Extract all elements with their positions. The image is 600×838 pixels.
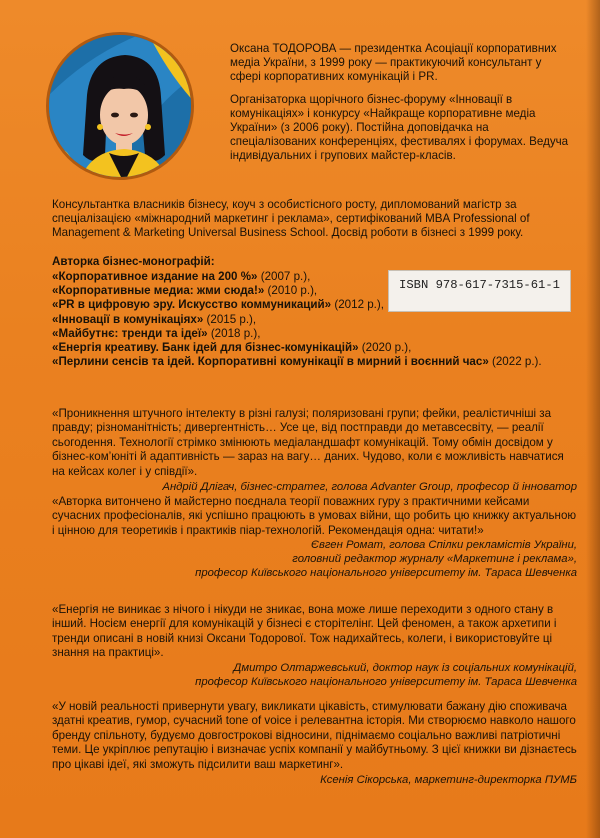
quote-text: «Проникнення штучного інтелекту в різні галузі; поляризовані групи; фейки, реалістичніші за правду; різноманітність; дивергентність… Усе це, від постправди до метавсесвіту, — реалії сьогодення. Технології стрімко змінюють медіаландшафт комунікацій. Тому обмін досвідом у бізнес-ком’юніті й адаптивність — зараз на вагу… даних. Чудово, коли є можливість навчатися на кейсах колег і у співдії». xyxy=(52,407,564,478)
bio-paragraph-2: Організаторка щорічного бізнес-форуму «Інновації в комунікаціях» і конкурсу «Найкраще корпоративне медіа України» (з 2006 року). Постійна доповідачка на спеціалізованих конференціях, фестивалях і форумах. Ведуча індивідуальних і групових майстер-класів. xyxy=(230,92,569,163)
review-quote-4 xyxy=(52,700,577,787)
list-item: «Інновації в комунікаціях» (2015 р.), xyxy=(52,312,257,326)
quote-attribution: головний редактор журналу «Маркетинг і реклама», xyxy=(292,553,577,566)
author-bio xyxy=(230,42,575,172)
quote-text: «Авторка витончено й майстерно поєднала теорії поважних гуру з практичними кейсами сучасних професіоналів, які успішно працюють в умовах війни, що робить цю книжку актуальною і цінною для теоретиків і практиків піар-технологій. Рекомендація одна: читати!» xyxy=(52,495,577,537)
isbn-label: ISBN 978-617-7315-61-1 xyxy=(388,270,571,312)
review-quote-1 xyxy=(52,407,577,494)
spine-shadow xyxy=(586,0,600,838)
list-item: «Енергія креативу. Банк ідей для бізнес-комунікацій» (2020 р.), xyxy=(52,341,412,355)
quote-attribution: професор Київського національного університету ім. Тараса Шевченка xyxy=(195,675,577,688)
review-quote-2 xyxy=(52,495,577,580)
quote-attribution: Андрій Длігач, бізнес-стратег, голова Advanter Group, професор й інноватор xyxy=(162,481,577,494)
list-item: «Корпоративное издание на 200 %» (2007 р.), xyxy=(52,270,311,283)
quote-text: «Енергія не виникає з нічого і нікуди не зникає, вона може лише переходити з одного стану в інший. Носієм енергії для комунікацій у бізнесі є сторітелінг. Цей феномен, а також архетипи і тренди описані в новій книзі Оксани Тодорової. Тож надихайтесь, колеги, і використовуйте ці знання на практиці». xyxy=(52,603,557,660)
list-item: «Майбутнє: тренди та ідеї» (2018 р.), xyxy=(52,326,261,340)
quote-text: «У новій реальності привернути увагу, викликати цікавість, стимулювати бажану дію споживача здатні креатив, гумор, сучасний tone of voice і релевантна історія. Ми створюємо навколо нашого бренду спільноту, будуємо довгострокові відносини, піднімаємо соціально важливі патріотичні теми. Це укріплює репутацію і визначає успіх компанії у майбутньому. З цієї книжки ви дізнаєтесь про цікаві ідеї, які зможуть підсилити ваш маркетинг». xyxy=(52,700,577,771)
bio-paragraph-1: Оксана ТОДОРОВА — президентка Асоціації корпоративних медіа України, з 1999 року — практикуючий консультант у сфері корпоративних комунікацій і PR. xyxy=(230,42,557,84)
bio-paragraph-3: Консультантка власників бізнесу, коуч з особистісного росту, дипломований магістр за спеціалізацією «міжнародний маркетинг і реклама», сертифікований MBA Professional of Management & Marketing Universal Business School. Досвід роботи в бізнесі з 1999 року. xyxy=(52,198,530,240)
list-item: «Перлини сенсів та ідей. Корпоративні комунікації в мирний і воєнний час» (2022 р.). xyxy=(52,355,542,369)
monographs-heading: Авторка бізнес-монографій: xyxy=(52,255,215,268)
review-quote-3 xyxy=(52,603,577,689)
list-item: «PR в цифровую эру. Искусство коммуникаций» (2012 р.), xyxy=(52,298,384,312)
quote-attribution: Дмитро Олтаржевський, доктор наук із соціальних комунікацій, xyxy=(233,661,577,674)
author-portrait xyxy=(46,32,194,180)
author-portrait-illustration xyxy=(49,35,194,180)
list-item: «Корпоративные медиа: жми сюда!» (2010 р.), xyxy=(52,284,318,298)
quote-attribution: професор Київського національного університету ім. Тараса Шевченка xyxy=(195,567,577,580)
quote-attribution: Євген Ромат, голова Спілки рекламістів України, xyxy=(310,539,577,552)
quote-attribution: Ксенія Сікорська, маркетинг-директорка ПУМБ xyxy=(320,774,577,787)
